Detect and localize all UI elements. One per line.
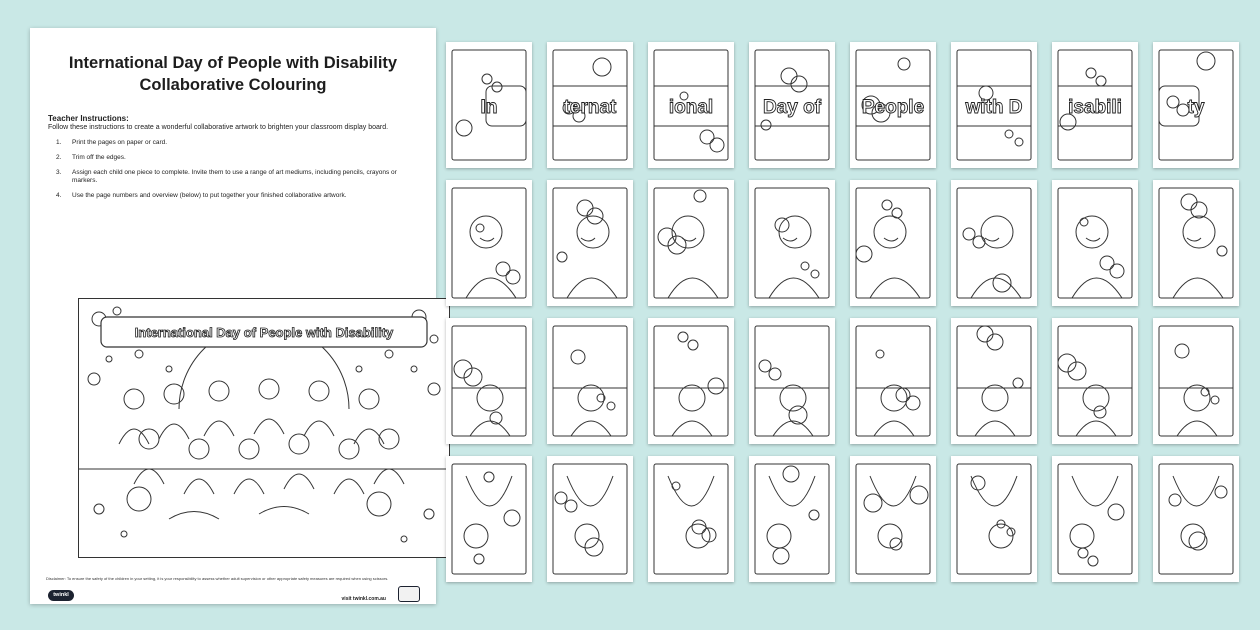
colouring-tile (446, 42, 532, 168)
colouring-tile (1052, 456, 1138, 582)
overview-banner-text: International Day of People with Disability (134, 325, 394, 340)
colouring-tile (446, 456, 532, 582)
colouring-tile (1153, 180, 1239, 306)
colouring-tile (648, 456, 734, 582)
step-item: 4. Use the page numbers and overview (below) to put together your finished collaborative artwork. (56, 192, 347, 199)
colouring-tile (951, 180, 1037, 306)
banner-fragment-text: In (480, 97, 498, 118)
colouring-tile (749, 456, 835, 582)
colouring-tile (850, 318, 936, 444)
colouring-tile (749, 318, 835, 444)
colouring-tile (1052, 42, 1138, 168)
colouring-tile (1153, 42, 1239, 168)
title-line-1: International Day of People with Disability (68, 54, 398, 72)
twinkl-logo: twinkl (48, 590, 74, 601)
colouring-tile (648, 42, 734, 168)
colouring-tile (951, 456, 1037, 582)
colouring-tile (1153, 456, 1239, 582)
instruction-steps (48, 139, 418, 207)
colouring-tile (547, 318, 633, 444)
colouring-tile (850, 180, 936, 306)
colouring-tile (547, 42, 633, 168)
banner-fragment-text: with D (965, 97, 1023, 118)
twinkl-badge-icon (398, 586, 420, 602)
colouring-tile (749, 42, 835, 168)
colouring-tile (648, 318, 734, 444)
overview-illustration (79, 299, 449, 557)
colouring-tile (1052, 180, 1138, 306)
colouring-tile (547, 456, 633, 582)
instructions-intro: Follow these instructions to create a wonderful collaborative artwork to brighten your classroom display board. (48, 124, 389, 131)
colouring-tile (850, 456, 936, 582)
colouring-tile (749, 180, 835, 306)
banner-fragment-text: Day of (762, 97, 822, 118)
colouring-tile (850, 42, 936, 168)
artwork-overview-image (78, 298, 450, 558)
step-item: 1. Print the pages on paper or card. (56, 139, 168, 146)
colouring-tile (648, 180, 734, 306)
colouring-tile (446, 180, 532, 306)
colouring-tile (1052, 318, 1138, 444)
worksheet-title (30, 52, 436, 96)
website-url: visit twinkl.com.au (341, 596, 386, 602)
banner-fragment-text: People (861, 97, 925, 118)
colouring-tile (1153, 318, 1239, 444)
step-item: 3. Assign each child one piece to complete. Invite them to use a range of art mediums, including pencils, crayons or markers. (56, 169, 397, 184)
banner-fragment-text: isabili (1068, 97, 1122, 118)
safety-disclaimer: Disclaimer: To ensure the safety of the children in your setting, it is your responsibility to assess whether adult supervision or other appropriate safety measures are required when using scissors. (46, 576, 389, 581)
colouring-tile (951, 318, 1037, 444)
banner-fragment-text: ty (1187, 97, 1205, 118)
banner-fragment-text: ional (668, 97, 714, 118)
banner-fragment-text: ternat (563, 97, 617, 118)
colouring-tile (547, 180, 633, 306)
title-line-2: Collaborative Colouring (139, 76, 327, 94)
step-item: 2. Trim off the edges. (56, 154, 126, 161)
colouring-tile (446, 318, 532, 444)
colouring-tile (951, 42, 1037, 168)
instructions-heading: Teacher Instructions: (48, 114, 129, 123)
worksheet-cover-page (30, 28, 436, 604)
